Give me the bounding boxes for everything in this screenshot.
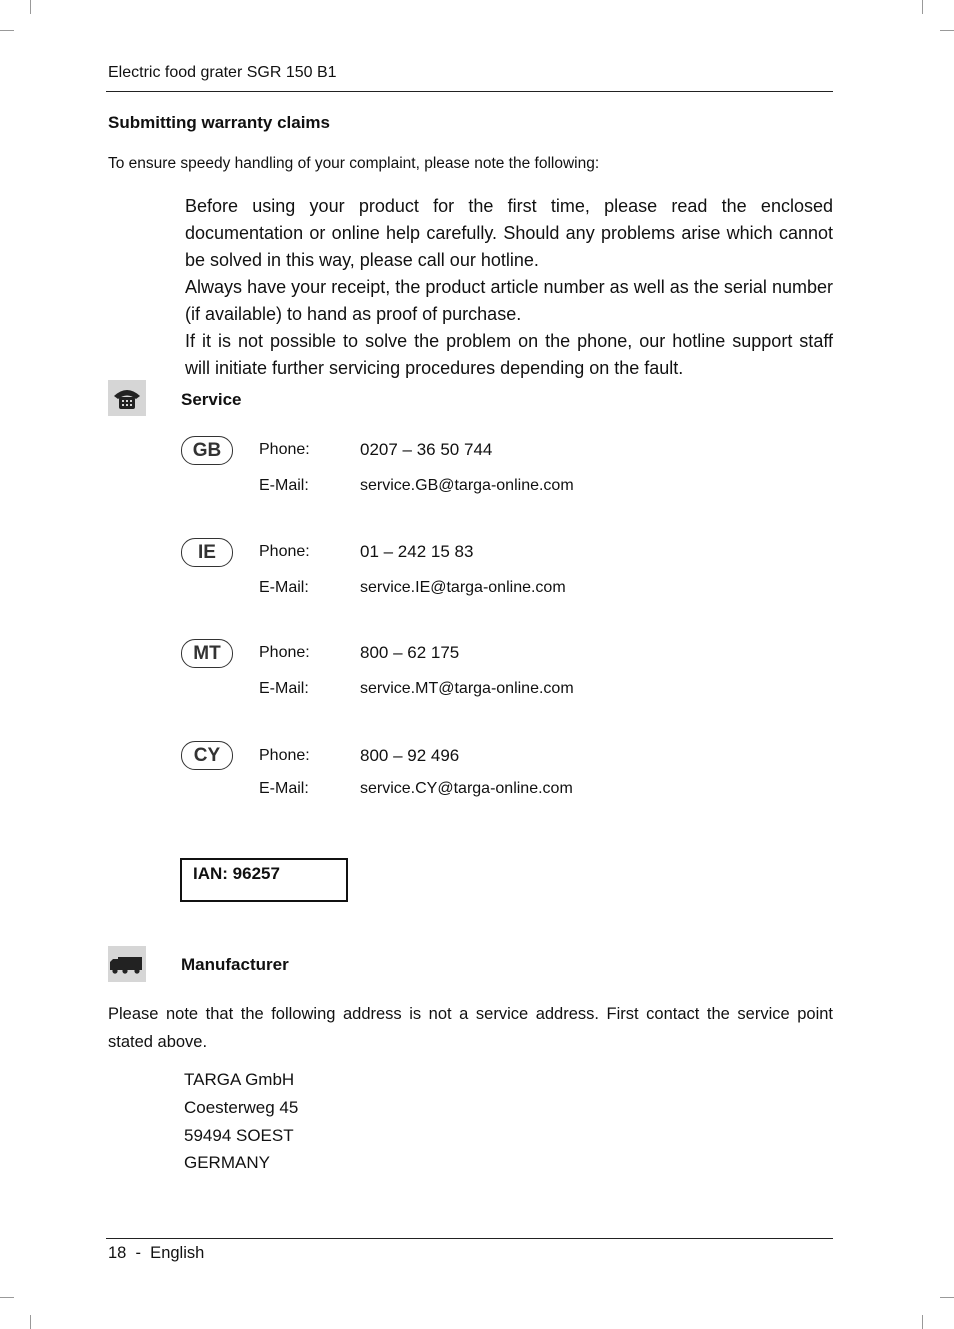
email-cy: service.CY@targa-online.com	[360, 780, 573, 797]
email-label: E-Mail:	[259, 680, 309, 697]
running-header: Electric food grater SGR 150 B1	[108, 64, 337, 81]
email-label: E-Mail:	[259, 477, 309, 494]
phone-number-gb: 0207 – 36 50 744	[360, 440, 493, 459]
warranty-paragraph: Before using your product for the first time, please read the enclosed documentation or online help carefully. Should any problems arise which cannot be solved in this way, please call our hotline.	[185, 196, 833, 270]
crop-mark	[30, 1315, 31, 1329]
address-line: TARGA GmbH	[184, 1070, 295, 1089]
telephone-icon	[108, 380, 146, 416]
country-badge-gb: GB	[181, 436, 233, 465]
phone-label: Phone:	[259, 747, 310, 764]
country-badge-cy: CY	[181, 741, 233, 770]
country-badge-ie: IE	[181, 538, 233, 567]
email-mt: service.MT@targa-online.com	[360, 680, 574, 697]
warranty-paragraph: If it is not possible to solve the problem on the phone, our hotline support staff will initiate further servicing procedures depending on the fault.	[185, 331, 833, 378]
country-badge-mt: MT	[181, 639, 233, 668]
truck-icon	[108, 946, 146, 982]
phone-label: Phone:	[259, 644, 310, 661]
address-line: 59494 SOEST	[184, 1126, 294, 1145]
crop-mark	[940, 30, 954, 31]
header-rule	[106, 91, 833, 92]
address-line: Coesterweg 45	[184, 1098, 299, 1117]
crop-mark	[0, 30, 14, 31]
phone-number-mt: 800 – 62 175	[360, 643, 460, 662]
manufacturer-heading: Manufacturer	[181, 955, 289, 974]
crop-mark	[922, 0, 923, 14]
warranty-paragraphs	[185, 193, 833, 382]
manufacturer-note: Please note that the following address is not a service address. First contact the service point stated above.	[108, 1005, 833, 1051]
phone-label: Phone:	[259, 543, 310, 560]
ian-number: IAN: 96257	[193, 864, 280, 883]
crop-mark	[922, 1315, 923, 1329]
crop-mark	[0, 1297, 14, 1298]
warranty-heading: Submitting warranty claims	[108, 113, 330, 132]
ian-box	[180, 858, 348, 902]
phone-number-ie: 01 – 242 15 83	[360, 542, 474, 561]
phone-label: Phone:	[259, 441, 310, 458]
phone-number-cy: 800 – 92 496	[360, 746, 460, 765]
page-footer: 18 - English	[108, 1244, 205, 1262]
email-ie: service.IE@targa-online.com	[360, 579, 566, 596]
warranty-paragraph: Always have your receipt, the product article number as well as the serial number (if available) to hand as proof of purchase.	[185, 277, 833, 324]
email-gb: service.GB@targa-online.com	[360, 477, 574, 494]
address-line: GERMANY	[184, 1153, 270, 1172]
crop-mark	[30, 0, 31, 14]
warranty-intro: To ensure speedy handling of your complaint, please note the following:	[108, 155, 600, 172]
footer-rule	[106, 1238, 833, 1239]
crop-mark	[940, 1297, 954, 1298]
email-label: E-Mail:	[259, 579, 309, 596]
service-heading: Service	[181, 390, 242, 409]
email-label: E-Mail:	[259, 780, 309, 797]
